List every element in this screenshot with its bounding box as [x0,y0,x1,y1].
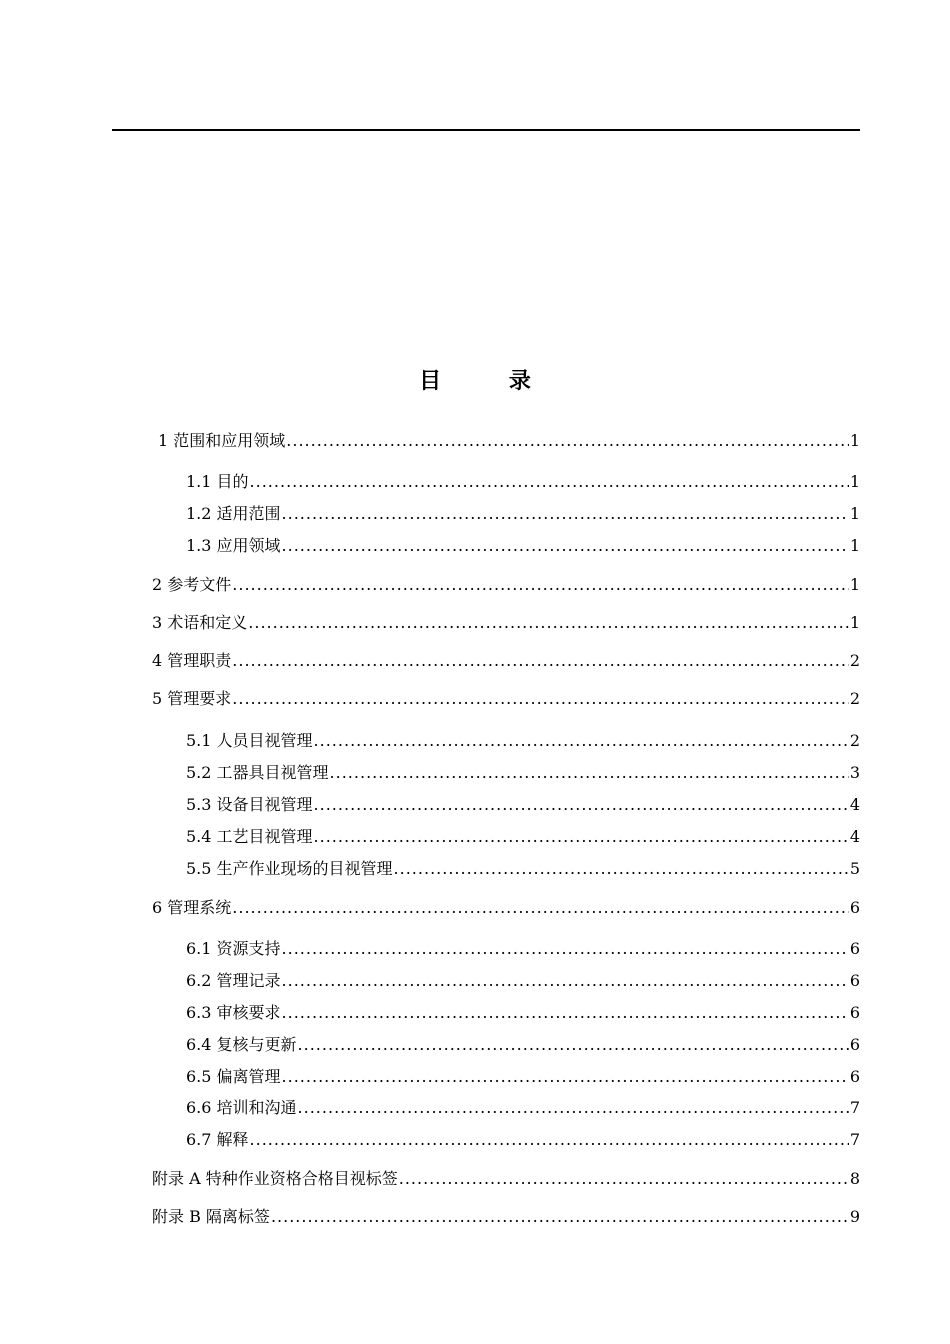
toc-entry[interactable] [186,1097,860,1119]
toc-entry[interactable] [152,1206,860,1228]
toc-entry-page: 2 [849,731,860,750]
toc-entry-label: 5.1 人员目视管理 [186,731,313,750]
dot-leader [399,1168,849,1190]
dot-leader [314,730,849,752]
toc-entry-page: 1 [849,472,860,491]
toc-entry-label: 5.5 生产作业现场的目视管理 [186,859,393,878]
toc-entry-page: 6 [849,898,860,917]
toc-entry-label: 5.4 工艺目视管理 [186,827,313,846]
dot-leader [232,650,849,672]
dot-leader [298,1034,849,1056]
toc-entry-label: 1.1 目的 [186,472,249,491]
toc-entry-page: 1 [849,575,860,594]
toc-entry-label: 6.6 培训和沟通 [186,1098,297,1117]
toc-entry-label: 附录 A 特种作业资格合格目视标签 [152,1169,398,1188]
dot-leader [250,1129,849,1151]
toc-entry[interactable] [152,688,860,710]
toc-entry-page: 6 [849,1067,860,1086]
toc-entry-label: 3 术语和定义 [152,613,248,632]
toc-entry-label: 附录 B 隔离标签 [152,1207,270,1226]
toc-entry-label: 6.3 审核要求 [186,1003,281,1022]
dot-leader [271,1206,849,1228]
toc-entry[interactable] [152,897,860,919]
dot-leader [282,938,849,960]
dot-leader [282,503,849,525]
toc-entry-label: 5 管理要求 [152,689,232,708]
toc-entry-label: 1.3 应用领域 [186,536,281,555]
toc-entry-label: 6.1 资源支持 [186,939,281,958]
toc-entry-label: 6.2 管理记录 [186,971,281,990]
toc-entry-page: 5 [849,859,860,878]
toc-entry-page: 8 [849,1169,860,1188]
dot-leader [250,471,849,493]
toc-entry[interactable] [186,1034,860,1056]
toc-entry[interactable] [152,1168,860,1190]
toc-entry-page: 6 [849,1035,860,1054]
toc-entry-page: 4 [849,795,860,814]
dot-leader [314,826,849,848]
toc-entry[interactable] [152,612,860,634]
toc-entry-page: 2 [849,651,860,670]
toc-entry[interactable] [186,1066,860,1088]
toc-entry-label: 1 范围和应用领域 [158,431,286,450]
toc-entry-page: 9 [849,1207,860,1226]
toc-entry[interactable] [152,650,860,672]
toc-entry[interactable] [152,574,860,596]
toc-entry[interactable] [186,730,860,752]
toc-entry-page: 4 [849,827,860,846]
toc-entry-page: 3 [849,763,860,782]
toc-entry[interactable] [186,503,860,525]
toc-entry[interactable] [186,970,860,992]
toc-entry[interactable] [186,1129,860,1151]
toc-entry-page: 7 [849,1098,860,1117]
toc-entry[interactable] [186,826,860,848]
toc-entry-label: 1.2 适用范围 [186,504,281,523]
toc-entry[interactable] [186,938,860,960]
toc-entry-label: 5.3 设备目视管理 [186,795,313,814]
toc-entry-label: 6.5 偏离管理 [186,1067,281,1086]
dot-leader [232,574,849,596]
toc-entry-page: 1 [849,536,860,555]
toc-entry-page: 1 [849,431,860,450]
toc-entry[interactable] [186,794,860,816]
toc-entry[interactable] [186,762,860,784]
toc-entry-label: 6.4 复核与更新 [186,1035,297,1054]
dot-leader [282,535,849,557]
dot-leader [394,858,849,880]
toc-entry-label: 6 管理系统 [152,898,232,917]
toc-entry[interactable] [186,858,860,880]
toc-entry-label: 2 参考文件 [152,575,232,594]
toc-entry[interactable] [158,430,860,452]
toc-entry-page: 6 [849,971,860,990]
toc-entry-page: 2 [849,689,860,708]
dot-leader [298,1097,849,1119]
dot-leader [282,1066,849,1088]
toc-entry-label: 4 管理职责 [152,651,232,670]
toc-entry-page: 7 [849,1130,860,1149]
dot-leader [286,430,849,452]
dot-leader [282,1002,849,1024]
toc-entry[interactable] [186,535,860,557]
toc-entry-label: 5.2 工器具目视管理 [186,763,329,782]
toc-entry-page: 6 [849,1003,860,1022]
dot-leader [282,970,849,992]
toc-entry[interactable] [186,471,860,493]
toc-entry-label: 6.7 解释 [186,1130,249,1149]
toc-entry-page: 1 [849,613,860,632]
toc-entry[interactable] [186,1002,860,1024]
dot-leader [330,762,849,784]
dot-leader [248,612,849,634]
toc-title: 目 录 [419,368,561,394]
dot-leader [232,897,849,919]
toc-entry-page: 1 [849,504,860,523]
toc-entry-page: 6 [849,939,860,958]
dot-leader [314,794,849,816]
dot-leader [232,688,849,710]
